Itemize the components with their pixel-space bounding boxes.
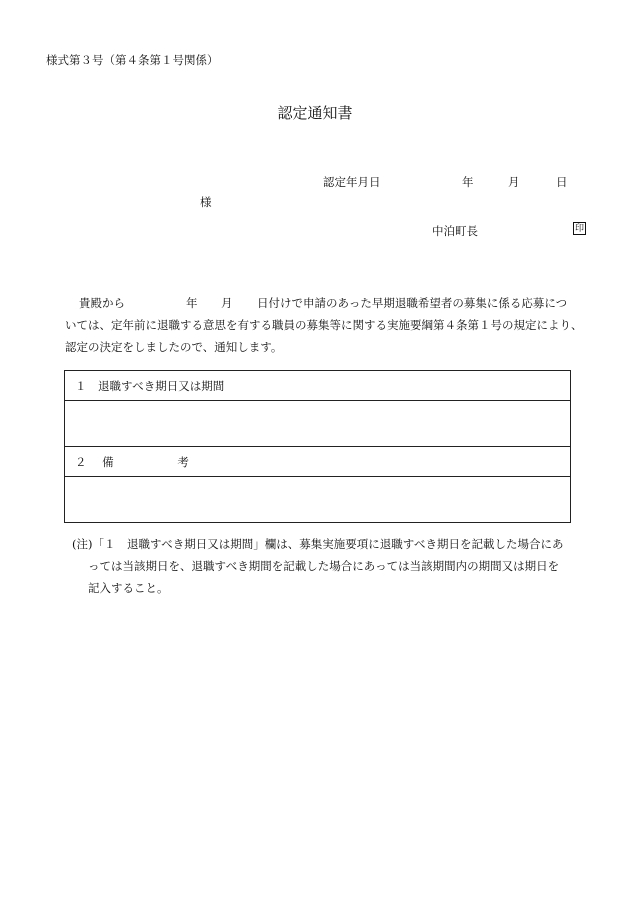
body-from: 貴殿から bbox=[79, 296, 125, 310]
addressee-honorific: 様 bbox=[200, 195, 212, 209]
note-line-1: (注)「１ 退職すべき期日又は期間」欄は、募集実施要項に退職すべき期日を記載した場合にあ bbox=[72, 537, 564, 551]
retirement-date-header: １ 退職すべき期日又は期間 bbox=[65, 371, 571, 401]
date-year-label: 年 bbox=[462, 175, 474, 189]
retirement-date-field bbox=[65, 401, 571, 447]
remarks-number: ２ bbox=[75, 454, 87, 469]
footnote bbox=[72, 533, 587, 599]
note-line-2: っては当該期日を、退職すべき期間を記載した場合にあっては当該期間内の期間又は期日を bbox=[88, 559, 560, 573]
body-year: 年 bbox=[186, 296, 198, 310]
issuer-name: 中泊町長 bbox=[432, 224, 478, 238]
body-day-and-text: 日付けで申請のあった早期退職希望者の募集に係る応募につ bbox=[257, 296, 568, 310]
body-line-1 bbox=[65, 292, 585, 314]
body-line-2: いては、定年前に退職する意思を有する職員の募集等に関する実施要綱第４条第１号の規定により、 bbox=[65, 318, 583, 332]
body-month: 月 bbox=[221, 296, 233, 310]
notice-body bbox=[65, 292, 585, 358]
remarks-header bbox=[65, 447, 571, 477]
remarks-label-a: 備 bbox=[102, 454, 114, 469]
document-title: 認定通知書 bbox=[277, 104, 353, 122]
detail-table bbox=[64, 370, 571, 523]
seal-stamp: 印 bbox=[574, 224, 584, 234]
body-line-3: 認定の決定をしましたので、通知します。 bbox=[65, 340, 283, 354]
date-month-label: 月 bbox=[508, 175, 520, 189]
date-day-label: 日 bbox=[556, 175, 568, 189]
approval-date-label: 認定年月日 bbox=[323, 175, 381, 189]
form-number: 様式第３号（第４条第１号関係） bbox=[46, 53, 219, 67]
note-line-3: 記入すること。 bbox=[88, 581, 169, 595]
remarks-field bbox=[65, 477, 571, 523]
remarks-label-b: 考 bbox=[177, 454, 189, 469]
